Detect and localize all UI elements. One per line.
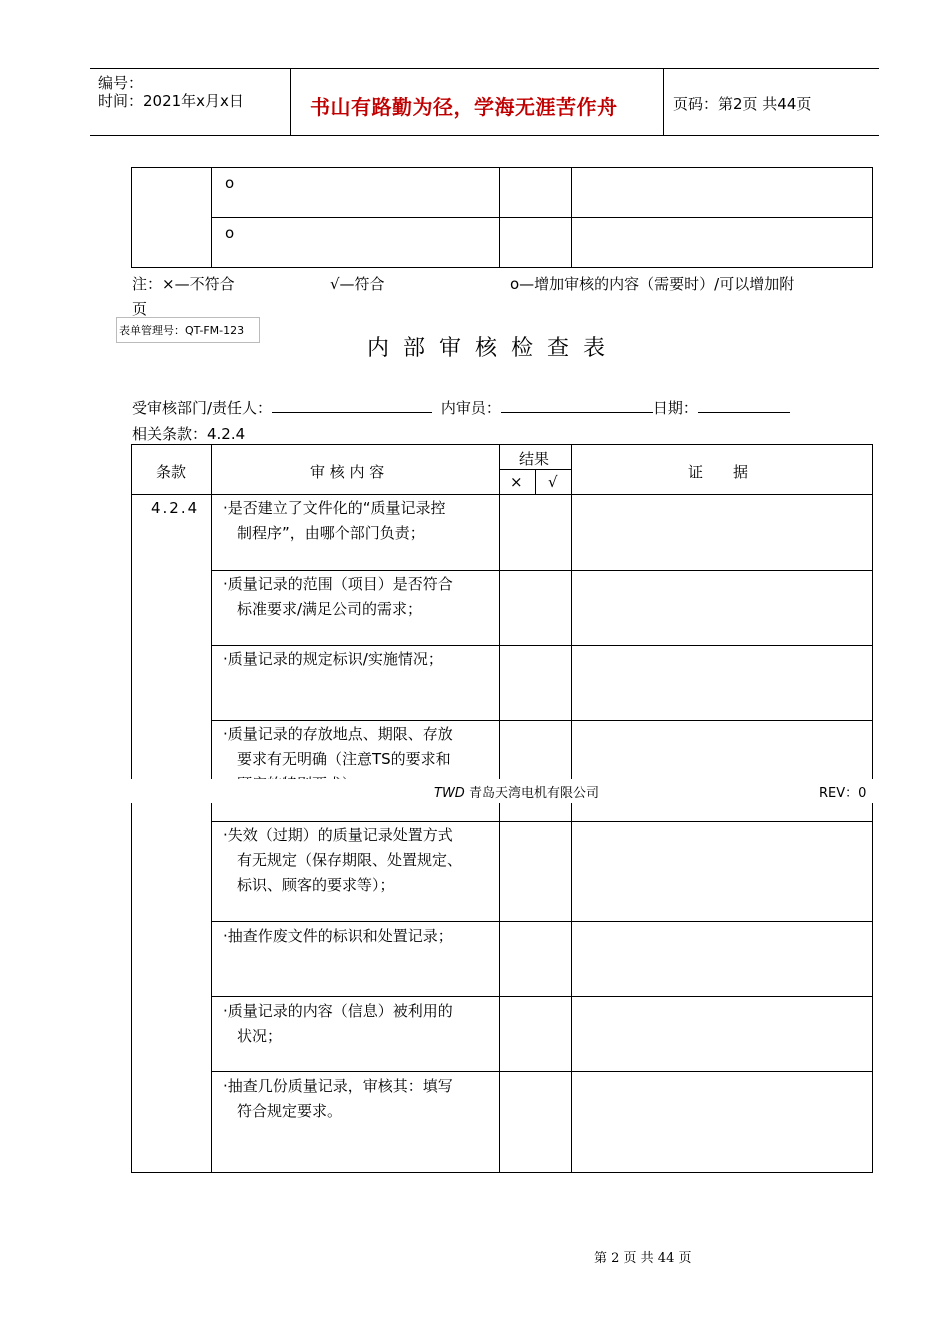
prev-row-content: o [225,224,235,242]
clause-label: 相关条款：4.2.4 [132,425,246,443]
header-result: 结果 [519,450,550,468]
note-extra: o—增加审核的内容（需要时）/可以增加附 [510,275,795,293]
page-footer: 第 2 页 共 44 页 [594,1251,692,1266]
note-pass: √—符合 [330,275,385,293]
note-fail: 注：×—不符合 [132,275,235,293]
footer-company: 青岛天湾电机有限公司 [468,786,599,801]
date-blank [698,398,790,413]
audit-item: ·质量记录的范围（项目）是否符合 标准要求/满足公司的需求； [223,575,453,618]
header-clause: 条款 [156,463,187,481]
audit-item: ·质量记录的规定标识/实施情况； [223,650,443,668]
dept-blank [272,398,432,413]
header-fail: × [510,473,523,491]
audit-item: ·质量记录的内容（信息）被利用的 状况； [223,1002,453,1045]
prev-row-content: o [225,174,235,192]
audit-item: ·失效（过期）的质量记录处置方式 有无规定（保存期限、处置规定、 标识、顾客的要求等）； [223,826,463,894]
header-bottom-rule [90,135,879,136]
footer-band [131,779,873,803]
form-number: 表单管理号：QT-FM-123 [119,324,245,337]
number-label: 编号： [98,74,144,92]
footer-brand: TWD [434,786,465,801]
header-top-rule [90,68,879,69]
form-number-box [116,317,260,343]
dept-label: 受审核部门/责任人： [132,399,273,417]
page-title: 内部审核检查表 [367,336,620,361]
header-content: 审 核 内 容 [310,463,385,481]
header-divider [663,68,664,135]
auditor-label: 内审员： [440,399,501,417]
clause-value: 4.2.4 [151,499,200,517]
motto: 书山有路勤为径，学海无涯苦作舟 [310,95,618,119]
date-label: 日期： [652,399,698,417]
audit-item: ·质量记录的存放地点、期限、存放 要求有无明确（注意TS的要求和 [223,725,453,768]
note-continued: 页 [132,300,148,318]
header-divider [290,68,291,135]
audit-fields [132,397,790,418]
header-evidence: 证 据 [688,463,749,481]
time-label: 时间：2021年x月x日 [98,92,244,110]
audit-item: ·是否建立了文件化的“质量记录控 制程序”，由哪个部门负责； [223,499,446,542]
auditor-blank [501,398,653,413]
header-pass: √ [548,473,558,491]
footer-rev: REV：0 [819,786,867,801]
audit-item: ·抽查几份质量记录，审核其：填写 符合规定要求。 [223,1077,453,1120]
audit-item: ·抽查作废文件的标识和处置记录； [223,927,453,945]
page-label: 页码：第2页 共44页 [673,95,812,113]
